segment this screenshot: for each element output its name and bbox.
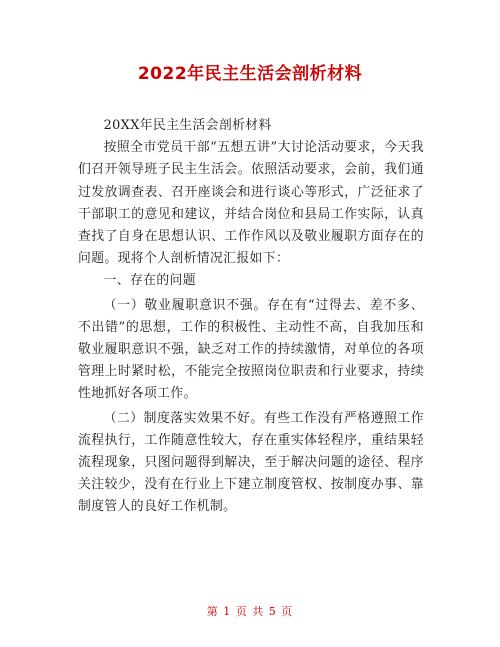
document-title: 2022年民主生活会剖析材料	[137, 64, 363, 84]
paragraph-subtitle: 20XX年民主生活会剖析材料	[103, 118, 272, 133]
paragraph-intro: 按照全市党员干部“五想五讲”大讨论活动要求，今天我们召开领导班子民主生活会。依照活动要求，会前，我们通过发放调查表、召开座谈会和进行谈心等形式，广泛征求了干部职工的意见和建议，并结合岗位和县局工作实际，认真查找了自身在思想认识、工作作风以及敬业履职方面存在的问题。现将个人剖析情况汇报如下：	[78, 140, 424, 267]
section-heading: 一、存在的问题	[103, 273, 196, 289]
paragraph-issue-2: （二）制度落实效果不好。有些工作没有严格遵照工作流程执行，工作随意性较大，存在重实体轻程序，重结果轻流程现象，只图问题得到解决，至于解决问题的途径、程序关注较少，没有在行业上下建立制度管权、按制度办事、靠制度管人的良好工作机制。	[78, 410, 424, 515]
document-body	[78, 115, 424, 519]
page-footer: 第 1 页 共 5 页	[206, 605, 294, 618]
paragraph-issue-1: （一）敬业履职意识不强。存在有“过得去、差不多、不出错”的思想，工作的积极性、主动性不高，自我加压和敬业履职意识不强，缺乏对工作的持续激情，对单位的各项管理上时紧时松，不能完全按照岗位职责和行业要求，持续性地抓好各项工作。	[78, 297, 424, 402]
